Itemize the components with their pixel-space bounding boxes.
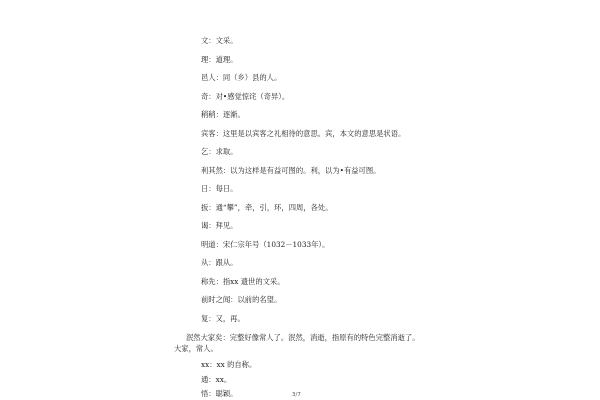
annotation-entry: 邑人：同（乡）县的人。 <box>201 73 282 82</box>
annotation-entry: 从：跟从。 <box>201 258 238 267</box>
annotation-entry: 悟：聪颖。 <box>201 389 238 398</box>
annotation-entry: 稍稍：逐渐。 <box>201 110 245 119</box>
annotation-entry: 谒：拜见。 <box>201 221 238 230</box>
annotation-entry: 文：文采。 <box>201 36 238 45</box>
annotation-entry: 宾客：这里是以宾客之礼相待的意思。宾，本文的意思是状语。 <box>201 129 406 138</box>
annotation-entry: 前时之闻：以前的名望。 <box>201 295 282 304</box>
annotation-entry: 明道：宋仁宗年号（1032－1033年）。 <box>201 240 330 249</box>
annotation-entry: 奇：对•感觉惊诧（奇异）。 <box>201 92 290 101</box>
annotation-entry: 日：每日。 <box>201 184 238 193</box>
annotation-entry: 称先：指xx 遗世的文采。 <box>201 277 285 286</box>
annotation-entry: 通：xx。 <box>201 375 232 384</box>
annotation-entry: 大家，常人。 <box>174 344 218 353</box>
annotation-entry: 利其然：以为这样是有益可图的。利，以为•有益可图。 <box>201 166 381 175</box>
annotation-entry: 泯然大家矣：完整好像常人了。泯然，消逝，指原有的特色完整消逝了。 <box>186 333 420 342</box>
annotation-entry: 复：又，再。 <box>201 314 245 323</box>
annotation-entry: 理：道理。 <box>201 55 238 64</box>
annotation-entry: 乞：求取。 <box>201 147 238 156</box>
annotation-entry: 扳：通“攀”，牵，引，环，四周，各处。 <box>201 203 333 212</box>
page-number: 3/7 <box>292 392 301 398</box>
annotation-entry: xx：xx 的自称。 <box>201 360 257 369</box>
